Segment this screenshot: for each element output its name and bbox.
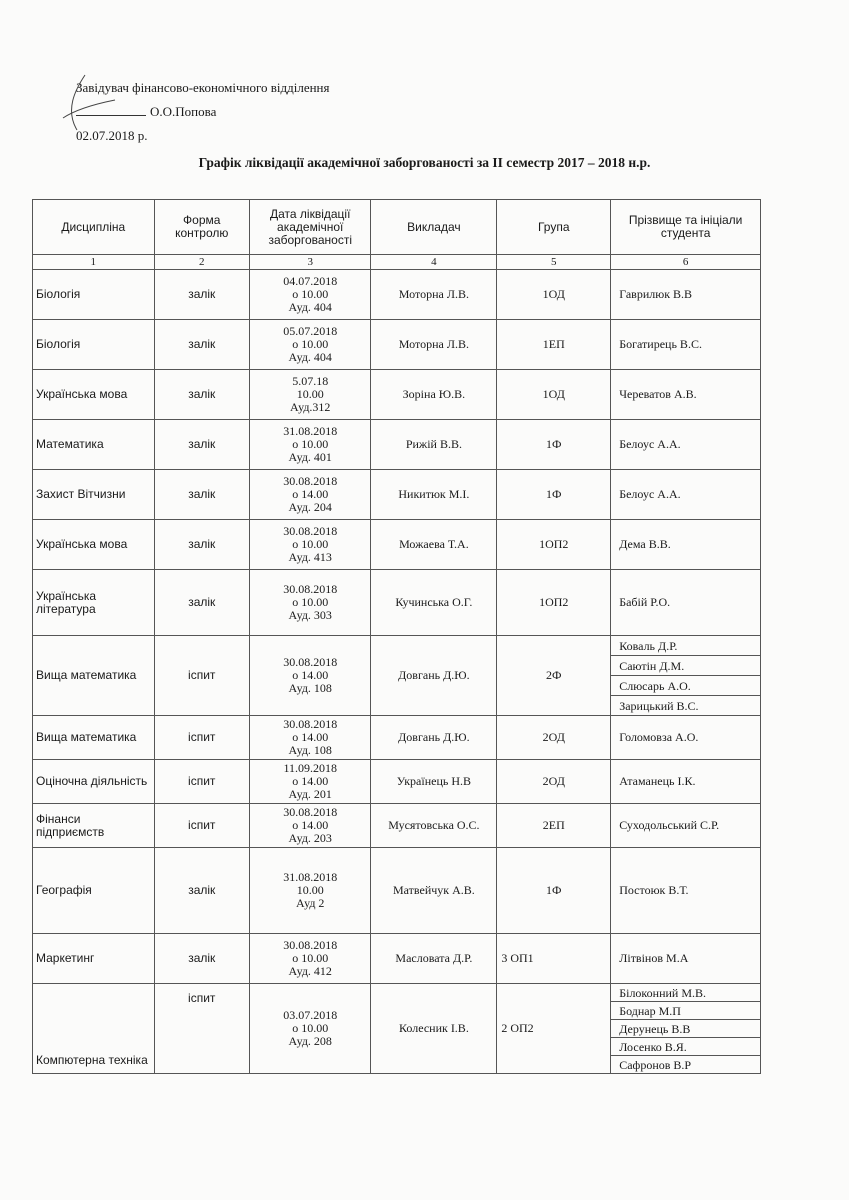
debt-schedule-table: [32, 199, 761, 1074]
student-cell: Лосенко В.Я.: [611, 1038, 761, 1056]
deadline-cell: [249, 984, 371, 1074]
discipline-cell: Біологія: [33, 270, 155, 320]
column-number: 3: [249, 255, 371, 270]
deadline-cell: [249, 320, 371, 370]
deadline-line: Ауд. 404: [288, 350, 332, 364]
teacher-cell: Моторна Л.В.: [371, 320, 497, 370]
deadline-cell: [249, 636, 371, 716]
deadline-line: 31.08.2018: [283, 424, 338, 438]
deadline-line: о 10.00: [292, 1021, 329, 1035]
column-number: 5: [497, 255, 611, 270]
group-cell: 3 ОП1: [497, 934, 611, 984]
control-form-cell: іспит: [154, 716, 249, 760]
deadline-line: о 10.00: [292, 951, 329, 965]
discipline-cell: Оціночна діяльність: [33, 760, 155, 804]
discipline-cell: Українська мова: [33, 370, 155, 420]
table-row: [33, 470, 761, 520]
student-cell: Білоконний М.В.: [611, 984, 761, 1002]
deadline-cell: [249, 270, 371, 320]
group-cell: 1ОД: [497, 270, 611, 320]
group-cell: 2Ф: [497, 636, 611, 716]
control-form-cell: залік: [154, 320, 249, 370]
deadline-line: Ауд. 413: [288, 550, 332, 564]
teacher-cell: Колесник І.В.: [371, 984, 497, 1074]
deadline-line: Ауд. 208: [288, 1034, 332, 1048]
table-row: [33, 270, 761, 320]
deadline-line: 30.08.2018: [283, 805, 338, 819]
control-form-cell: іспит: [154, 984, 249, 1074]
student-cell: Коваль Д.Р.: [611, 636, 761, 656]
deadline-line: 11.09.2018: [283, 761, 337, 775]
column-number: 1: [33, 255, 155, 270]
deadline-line: 04.07.2018: [283, 274, 338, 288]
deadline-line: о 10.00: [292, 287, 329, 301]
control-form-cell: залік: [154, 848, 249, 934]
signature-blank: [76, 115, 146, 116]
table-row: [33, 370, 761, 420]
discipline-cell: Компютерна техніка: [33, 984, 155, 1074]
teacher-cell: Можаева Т.А.: [371, 520, 497, 570]
control-form-cell: іспит: [154, 760, 249, 804]
deadline-line: о 10.00: [292, 537, 329, 551]
deadline-line: о 14.00: [292, 487, 329, 501]
student-cell: Сафронов В.Р: [611, 1056, 761, 1074]
control-form-cell: залік: [154, 420, 249, 470]
table-row: [33, 716, 761, 760]
group-cell: 1ОП2: [497, 520, 611, 570]
deadline-line: Ауд. 404: [288, 300, 332, 314]
discipline-cell: Вища математика: [33, 636, 155, 716]
table-row: [33, 320, 761, 370]
student-cell: Саютін Д.М.: [611, 656, 761, 676]
table-row: [33, 848, 761, 934]
teacher-cell: Довгань Д.Ю.: [371, 636, 497, 716]
discipline-cell: Фінанси підприємств: [33, 804, 155, 848]
student-cell: Голомовза А.О.: [611, 716, 761, 760]
student-cell: Череватов А.В.: [611, 370, 761, 420]
deadline-line: 31.08.2018: [283, 870, 338, 884]
deadline-line: 10.00: [296, 883, 324, 897]
control-form-cell: залік: [154, 370, 249, 420]
deadline-line: о 14.00: [292, 668, 329, 682]
signer-name: О.О.Попова: [150, 104, 217, 119]
table-row: [33, 636, 761, 656]
column-header: Викладач: [371, 200, 497, 255]
deadline-line: 5.07.18: [292, 374, 329, 388]
control-form-cell: іспит: [154, 636, 249, 716]
student-cell: Суходольський С.Р.: [611, 804, 761, 848]
group-cell: 1ОД: [497, 370, 611, 420]
table-header-row: [33, 200, 761, 255]
deadline-line: о 14.00: [292, 730, 329, 744]
student-cell: Дема В.В.: [611, 520, 761, 570]
teacher-cell: Никитюк М.І.: [371, 470, 497, 520]
column-header: Група: [497, 200, 611, 255]
deadline-line: 05.07.2018: [283, 324, 338, 338]
column-number: 6: [611, 255, 761, 270]
deadline-line: 30.08.2018: [283, 524, 338, 538]
deadline-cell: [249, 760, 371, 804]
deadline-line: Ауд. 108: [288, 681, 332, 695]
group-cell: 2ОД: [497, 716, 611, 760]
group-cell: 1Ф: [497, 848, 611, 934]
teacher-cell: Кучинська О.Г.: [371, 570, 497, 636]
teacher-cell: Українець Н.В: [371, 760, 497, 804]
control-form-cell: залік: [154, 570, 249, 636]
deadline-line: о 14.00: [292, 774, 329, 788]
deadline-cell: [249, 420, 371, 470]
deadline-line: Ауд. 303: [288, 608, 332, 622]
signature-line: [76, 104, 216, 120]
column-header: Прізвище та ініціали студента: [611, 200, 761, 255]
deadline-cell: [249, 934, 371, 984]
discipline-cell: Вища математика: [33, 716, 155, 760]
student-cell: Дерунець В.В: [611, 1020, 761, 1038]
group-cell: 2ЕП: [497, 804, 611, 848]
teacher-cell: Матвейчук А.В.: [371, 848, 497, 934]
column-header: Дисципліна: [33, 200, 155, 255]
deadline-line: о 10.00: [292, 595, 329, 609]
deadline-line: о 14.00: [292, 818, 329, 832]
deadline-cell: [249, 716, 371, 760]
deadline-cell: [249, 370, 371, 420]
deadline-line: 03.07.2018: [283, 1008, 338, 1022]
student-cell: Бабій Р.О.: [611, 570, 761, 636]
deadline-line: Ауд. 108: [288, 743, 332, 757]
column-number-row: [33, 255, 761, 270]
group-cell: 1Ф: [497, 470, 611, 520]
student-cell: Літвінов М.А: [611, 934, 761, 984]
student-cell: Зарицький В.С.: [611, 696, 761, 716]
deadline-line: о 10.00: [292, 337, 329, 351]
control-form-cell: залік: [154, 934, 249, 984]
column-number: 4: [371, 255, 497, 270]
deadline-line: Ауд. 401: [288, 450, 332, 464]
teacher-cell: Масловата Д.Р.: [371, 934, 497, 984]
deadline-line: 30.08.2018: [283, 474, 338, 488]
student-cell: Гаврилюк В.В: [611, 270, 761, 320]
discipline-cell: Біологія: [33, 320, 155, 370]
document-date: 02.07.2018 р.: [76, 128, 148, 143]
deadline-line: Ауд.312: [290, 400, 331, 414]
approver-line: Завідувач фінансово-економічного відділення: [76, 80, 330, 95]
group-cell: 1ОП2: [497, 570, 611, 636]
discipline-cell: Українська література: [33, 570, 155, 636]
student-cell: Богатирець В.С.: [611, 320, 761, 370]
deadline-line: Ауд. 204: [288, 500, 332, 514]
table-row: [33, 570, 761, 636]
group-cell: 1ЕП: [497, 320, 611, 370]
group-cell: 2 ОП2: [497, 984, 611, 1074]
group-cell: 2ОД: [497, 760, 611, 804]
deadline-line: Ауд. 203: [288, 831, 332, 845]
student-cell: Белоус А.А.: [611, 420, 761, 470]
student-cell: Белоус А.А.: [611, 470, 761, 520]
teacher-cell: Мусятовська О.С.: [371, 804, 497, 848]
document-title: Графік ліквідації академічної заборгованості за ІІ семестр 2017 – 2018 н.р.: [198, 155, 651, 170]
deadline-line: Ауд. 412: [288, 964, 332, 978]
table-row: [33, 984, 761, 1002]
deadline-line: 30.08.2018: [283, 938, 338, 952]
group-cell: 1Ф: [497, 420, 611, 470]
deadline-line: 30.08.2018: [283, 717, 338, 731]
deadline-line: о 10.00: [292, 437, 329, 451]
student-cell: Боднар М.П: [611, 1002, 761, 1020]
deadline-line: Ауд 2: [296, 896, 325, 910]
deadline-cell: [249, 848, 371, 934]
discipline-cell: Українська мова: [33, 520, 155, 570]
table-body: [33, 270, 761, 1074]
table-row: [33, 804, 761, 848]
column-header: Форма контролю: [154, 200, 249, 255]
table-row: [33, 520, 761, 570]
control-form-cell: залік: [154, 520, 249, 570]
deadline-cell: [249, 470, 371, 520]
discipline-cell: Захист Вітчизни: [33, 470, 155, 520]
control-form-cell: іспит: [154, 804, 249, 848]
student-cell: Слюсарь А.О.: [611, 676, 761, 696]
table-row: [33, 934, 761, 984]
teacher-cell: Рижій В.В.: [371, 420, 497, 470]
deadline-cell: [249, 520, 371, 570]
discipline-cell: Маркетинг: [33, 934, 155, 984]
table-row: [33, 420, 761, 470]
deadline-cell: [249, 570, 371, 636]
column-header: Дата ліквідації академічної заборгованості: [249, 200, 371, 255]
teacher-cell: Довгань Д.Ю.: [371, 716, 497, 760]
deadline-line: 30.08.2018: [283, 655, 338, 669]
discipline-cell: Географія: [33, 848, 155, 934]
discipline-cell: Математика: [33, 420, 155, 470]
deadline-cell: [249, 804, 371, 848]
deadline-line: 30.08.2018: [283, 582, 338, 596]
control-form-cell: залік: [154, 470, 249, 520]
teacher-cell: Моторна Л.В.: [371, 270, 497, 320]
control-form-cell: залік: [154, 270, 249, 320]
teacher-cell: Зоріна Ю.В.: [371, 370, 497, 420]
student-cell: Атаманець І.К.: [611, 760, 761, 804]
student-cell: Постоюк В.Т.: [611, 848, 761, 934]
deadline-line: 10.00: [296, 387, 324, 401]
table-row: [33, 760, 761, 804]
column-number: 2: [154, 255, 249, 270]
deadline-line: Ауд. 201: [288, 787, 332, 801]
